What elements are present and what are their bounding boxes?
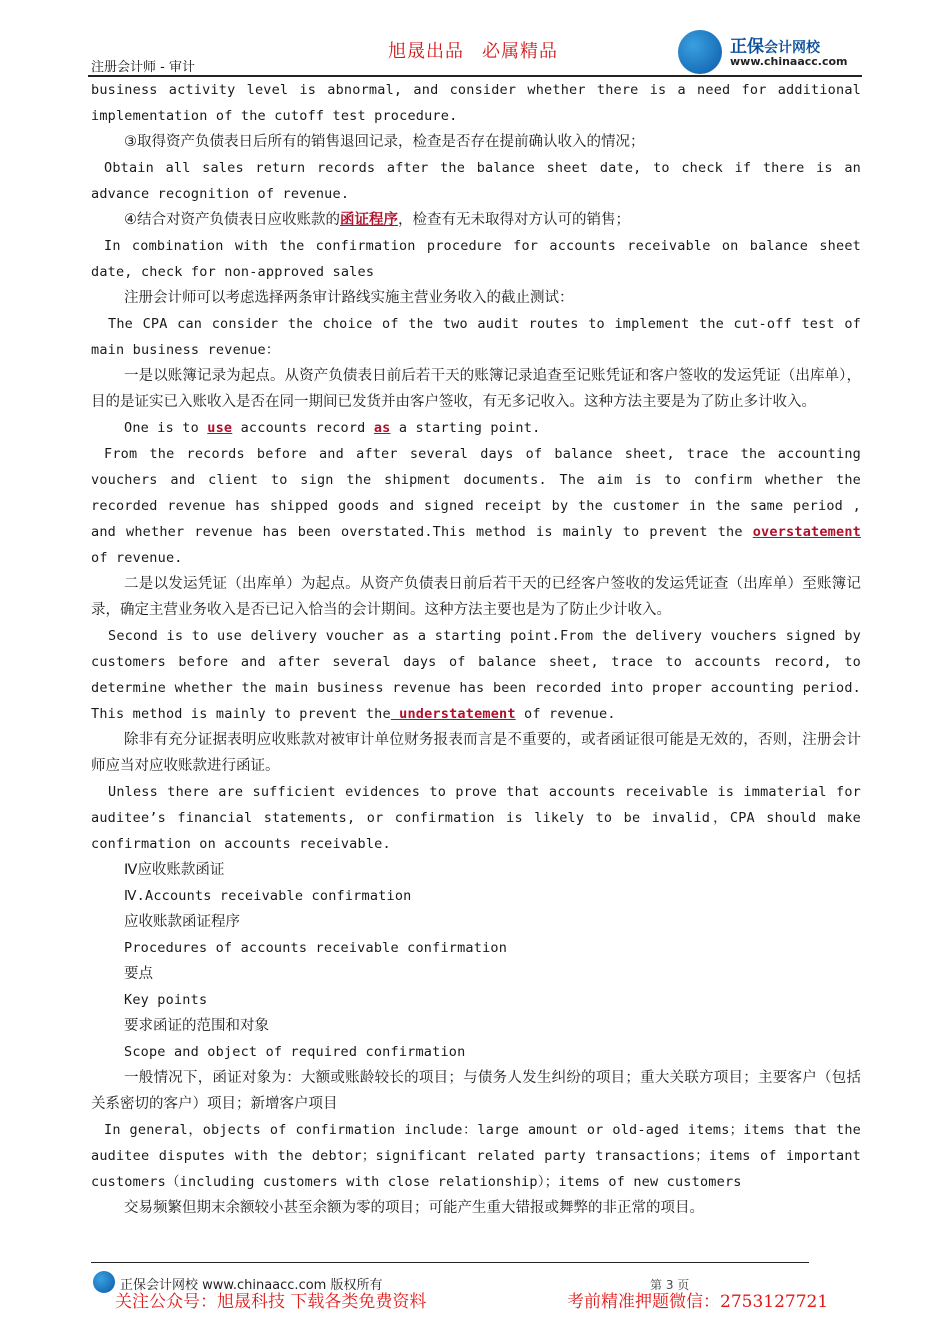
footer-promo-left: 关注公众号：旭晟科技 下载各类免费资料	[115, 1292, 427, 1312]
section-heading: Ⅳ应收账款函证	[124, 862, 225, 878]
section-heading: Ⅳ.Accounts receivable confirmation	[124, 888, 412, 904]
paragraph: 一般情况下，函证对象为：大额或账龄较长的项目；与债务人发生纠纷的项目；重大关联方项目；主要客户（包括关系密切的客户）项目；新增客户项目	[91, 1070, 861, 1112]
subheading: Procedures of accounts receivable confirmation	[124, 940, 508, 956]
keyword-link[interactable]: 函证程序	[340, 212, 398, 228]
subheading: 要点	[124, 966, 153, 982]
paragraph: 一是以账簿记录为起点。从资产负债表日前后若干天的账簿记录追查至记账凭证和客户签收的发运凭证（出库单），目的是证实已入账收入是否在同一期间已发货并由客户签收，有无多记收入。这种方法主要是为了防止多计收入。	[91, 368, 861, 410]
logo-url: www.chinaacc.com	[730, 55, 848, 68]
header-subject: 注册会计师 - 审计	[91, 60, 195, 75]
footer-copyright: 正保会计网校 www.chinaacc.com 版权所有	[120, 1278, 383, 1293]
paragraph: business activity level is abnormal, and consider whether there is a need for additional implementation of the cutoff test procedure.	[91, 82, 861, 124]
subheading: 要求函证的范围和对象	[124, 1018, 269, 1034]
keyword-link[interactable]: use	[207, 420, 233, 436]
paragraph: ④结合对资产负债表日应收账款的函证程序，检查有无未取得对方认可的销售；	[124, 212, 630, 228]
document-body	[91, 77, 861, 1221]
slogan-part-1: 旭晟出品	[388, 41, 464, 62]
paragraph: One is to use accounts record as a starting point.	[124, 420, 541, 436]
paragraph: In general，objects of confirmation include：large amount or old-aged items；items that the auditee disputes with the debtor；significant related party transactions；items of important customers（including customers with close relationship）；items of new customers	[91, 1122, 861, 1190]
header-slogan	[388, 37, 558, 63]
paragraph: In combination with the confirmation procedure for accounts receivable on balance sheet date, check for non-approved sales	[91, 238, 861, 280]
page-number: 第 3 页	[650, 1278, 690, 1292]
footer-logo-icon	[93, 1271, 115, 1293]
subheading: Scope and object of required confirmation	[124, 1044, 466, 1060]
slogan-part-2: 必属精品	[482, 41, 558, 62]
paragraph: 二是以发运凭证（出库单）为起点。从资产负债表日前后若干天的已经客户签收的发运凭证查（出库单）至账簿记录，确定主营业务收入是否已记入恰当的会计期间。这种方法主要也是为了防止少计收入。	[91, 576, 861, 618]
paragraph: ③取得资产负债表日后所有的销售退回记录，检查是否存在提前确认收入的情况；	[124, 134, 645, 150]
paragraph: 注册会计师可以考虑选择两条审计路线实施主营业务收入的截止测试：	[124, 290, 574, 306]
paragraph: The CPA can consider the choice of the two audit routes to implement the cut-off test of main business revenue：	[91, 316, 861, 358]
paragraph: Unless there are sufficient evidences to prove that accounts receivable is immaterial for auditee’s financial statements, or confirmation is likely to be invalid，CPA should make confirmation on accounts receivable.	[91, 784, 861, 852]
paragraph: Second is to use delivery voucher as a starting point.From the delivery vouchers signed by customers before and after several days of balance sheet, trace to accounts record, to determine whether the main business revenue has been recorded into proper accounting period. This method is mainly to prevent the understatement of revenue.	[91, 628, 861, 722]
paragraph: Obtain all sales return records after the balance sheet date, to check if there is an advance recognition of revenue.	[91, 160, 861, 202]
subheading: Key points	[124, 992, 208, 1008]
footer-promo-right: 考前精准押题微信：2753127721	[567, 1292, 829, 1312]
footer-divider	[91, 1262, 809, 1263]
brand-logo	[676, 28, 866, 74]
paragraph: 除非有充分证据表明应收账款对被审计单位财务报表而言是不重要的，或者函证很可能是无效的，否则，注册会计师应当对应收账款进行函证。	[91, 732, 861, 774]
keyword-link[interactable]: understatement	[390, 706, 516, 722]
logo-name: 正保会计网校	[730, 37, 820, 57]
paragraph: From the records before and after several days of balance sheet, trace the accounting vouchers and client to sign the shipment documents. The aim is to confirm whether the recorded revenue has shipped goods and signed receipt by the customer in the same period , and whether revenue has been overstated.This method is mainly to prevent the overstatement of revenue.	[91, 446, 861, 566]
keyword-link[interactable]: as	[373, 420, 391, 436]
subheading: 应收账款函证程序	[124, 914, 240, 930]
logo-emblem-icon	[678, 30, 722, 74]
keyword-link[interactable]: overstatement	[752, 524, 861, 540]
paragraph: 交易频繁但期末余额较小甚至余额为零的项目；可能产生重大错报或舞弊的非正常的项目。	[124, 1200, 704, 1216]
